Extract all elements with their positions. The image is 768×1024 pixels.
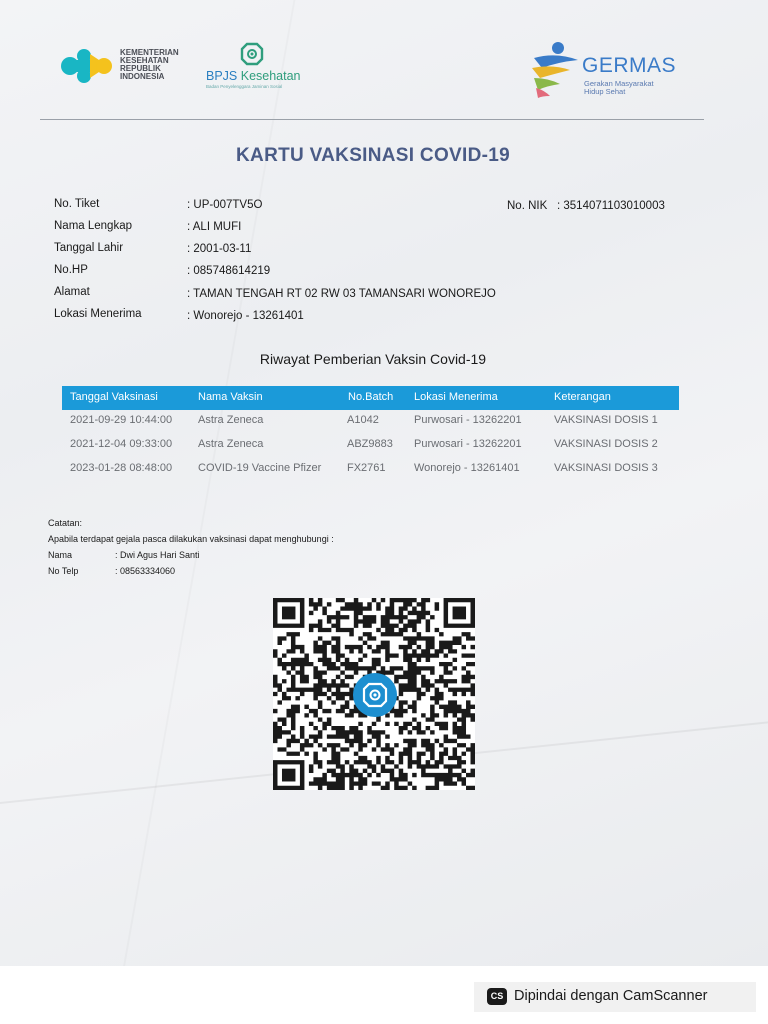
table-cell: FX2761 — [347, 462, 386, 474]
kemenkes-line: KESEHATAN — [120, 56, 169, 65]
camscanner-label: Dipindai dengan CamScanner — [514, 988, 708, 1004]
kemenkes-name — [120, 49, 179, 81]
germas-tagline-line: Hidup Sehat — [584, 87, 626, 96]
bpjs-name-part: BPJS — [206, 69, 238, 83]
bpjs-subtitle: Badan Penyelenggara Jaminan Sosial — [206, 84, 283, 89]
phone-label: No.HP — [54, 264, 88, 276]
kemenkes-line: INDONESIA — [120, 72, 165, 81]
qr-code — [273, 598, 475, 790]
location-label: Lokasi Menerima — [54, 308, 142, 320]
germas-logo — [528, 40, 678, 102]
table-cell: VAKSINASI DOSIS 3 — [554, 462, 658, 474]
notes-text: Apabila terdapat gejala pasca dilakukan vaksinasi dapat menghubungi : — [48, 534, 334, 544]
contact-phone-label: No Telp — [48, 566, 79, 576]
column-header: Lokasi Menerima — [414, 391, 498, 403]
history-title: Riwayat Pemberian Vaksin Covid-19 — [259, 351, 487, 367]
table-cell: Purwosari - 13262201 — [414, 438, 522, 450]
qr-finder-pattern — [453, 607, 466, 620]
notes-heading: Catatan: — [48, 518, 83, 528]
germas-emblem-icon — [528, 40, 584, 100]
address-value: : TAMAN TENGAH RT 02 RW 03 TAMANSARI WONOREJO — [187, 288, 496, 300]
location-value: : Wonorejo - 13261401 — [187, 310, 304, 322]
qr-finder-pattern — [282, 607, 295, 620]
table-cell: Purwosari - 13262201 — [414, 414, 522, 426]
ticket-value: : UP-007TV5O — [187, 199, 263, 211]
contact-name-value: : Dwi Agus Hari Santi — [115, 550, 200, 560]
header-divider — [40, 119, 704, 120]
phone-value: : 085748614219 — [187, 265, 271, 277]
page-title: KARTU VAKSINASI COVID-19 — [236, 145, 510, 166]
name-value: : ALI MUFI — [187, 221, 242, 233]
contact-phone-value: : 08563334060 — [115, 566, 176, 576]
qr-center-logo — [353, 673, 397, 717]
contact-name-label: Nama — [48, 550, 73, 560]
kemenkes-logo — [60, 44, 200, 92]
camscanner-icon: CS — [487, 988, 507, 1005]
ticket-label: No. Tiket — [54, 198, 100, 210]
germas-tagline-line: Gerakan Masyarakat — [584, 79, 654, 88]
birthdate-value: : 2001-03-11 — [187, 243, 252, 255]
bpjs-emblem-icon — [353, 673, 397, 717]
qr-finder-pattern — [282, 769, 295, 782]
table-cell: Astra Zeneca — [198, 414, 264, 426]
bpjs-name-part: Kesehatan — [237, 69, 301, 83]
table-cell: A1042 — [347, 414, 379, 426]
column-header: No.Batch — [348, 391, 394, 403]
table-cell: COVID-19 Vaccine Pfizer — [198, 462, 322, 474]
column-header: Tanggal Vaksinasi — [70, 391, 158, 403]
nik-label: No. NIK — [507, 200, 548, 212]
table-row — [0, 438, 768, 460]
bpjs-name — [206, 69, 301, 83]
germas-name: GERMAS — [582, 54, 677, 77]
germas-tagline — [584, 80, 654, 96]
table-cell: 2023-01-28 08:48:00 — [70, 462, 173, 474]
kemenkes-emblem-icon — [60, 48, 116, 84]
table-row — [0, 462, 768, 484]
table-cell: VAKSINASI DOSIS 2 — [554, 438, 658, 450]
name-label: Nama Lengkap — [54, 220, 132, 232]
address-label: Alamat — [54, 286, 90, 298]
table-cell: VAKSINASI DOSIS 1 — [554, 414, 658, 426]
birthdate-label: Tanggal Lahir — [54, 242, 124, 254]
nik-value: : 3514071103010003 — [557, 200, 665, 212]
column-header: Keterangan — [554, 391, 611, 403]
bpjs-emblem-icon — [240, 42, 264, 66]
camscanner-watermark — [474, 982, 756, 1012]
table-cell: Astra Zeneca — [198, 438, 264, 450]
table-cell: 2021-09-29 10:44:00 — [70, 414, 173, 426]
table-cell: Wonorejo - 13261401 — [414, 462, 520, 474]
table-cell: 2021-12-04 09:33:00 — [70, 438, 173, 450]
column-header: Nama Vaksin — [198, 391, 263, 403]
history-table-header — [62, 386, 679, 410]
kemenkes-line: KEMENTERIAN — [120, 48, 179, 57]
kemenkes-line: REPUBLIK — [120, 64, 161, 73]
table-cell: ABZ9883 — [347, 438, 393, 450]
bpjs-logo — [206, 42, 316, 94]
table-row — [0, 414, 768, 436]
